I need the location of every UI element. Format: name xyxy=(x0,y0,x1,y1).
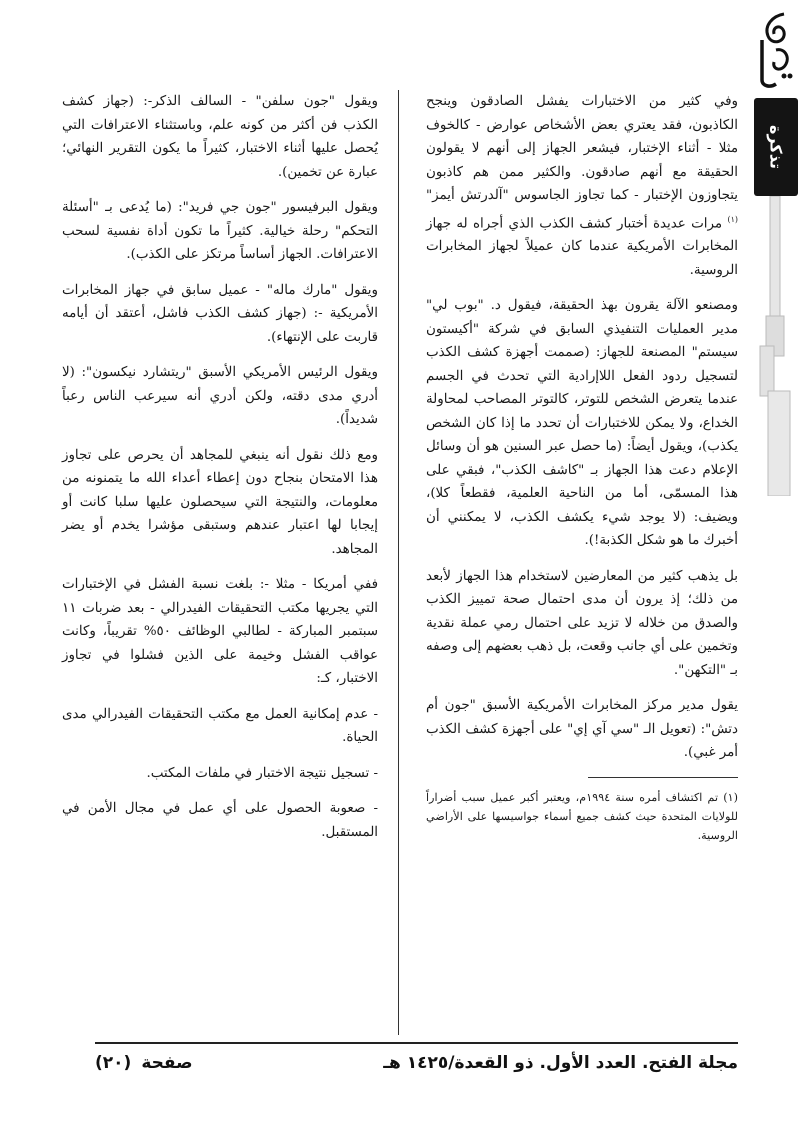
paragraph: ويقول "مارك ماله" - عميل سابق في جهاز المخابرات الأمريكية -: (جهاز كشف الكذب فاشل، أعتقد أن أيامه قاربت على الإنتهاء). xyxy=(62,282,378,345)
page-label: صفحة xyxy=(141,1053,193,1073)
paragraph: وفي كثير من الاختبارات يفشل الصادقون وينجح الكاذبون، فقد يعتري بعض الأشخاص عوارض - كالخوف مثلا - أثناء الإختبار، فيشعر الجهاز إلى أنهم لا يقولون الحقيقة مع أنهم صادقون. والكثير ممن هم كاذبون يتجاوزون الإختبار - كما تجاوز الجاسوس "آلدرتش أيمز"$^{(١)}$ مرات عديدة أختبار كشف الكذب الذي أجراه له جهاز المخابرات الأمريكية عندما كان عميلاً لجهاز المخابرات الروسية. xyxy=(426,94,738,278)
page-footer xyxy=(95,1048,738,1078)
list-item: - عدم إمكانية العمل مع مكتب التحقيقات الفيدرالي مدى الحياة. xyxy=(62,706,378,745)
right-column xyxy=(426,90,738,857)
footnote-ref: (١) xyxy=(727,214,738,224)
paragraph: ويقول الرئيس الأمريكي الأسبق "ريتشارد نيكسون": (لا أدري مدى دقته، ولكن أدري أنه سيرعب الناس رعباً شديداً). xyxy=(62,365,378,427)
side-banner xyxy=(752,0,800,1060)
column-divider xyxy=(398,90,399,1035)
paragraph: بل يذهب كثير من المعارضين لاستخدام هذا الجهاز لأبعد من ذلك؛ إذ يرون أن مدى احتمال صحة تمييز الكذب والصدق من خلاله لا تزيد على احتمال رمي عملة نقدية وتخمين على أي جانب وقعت، بل ذهب بعضهم إلى وصفه بـ "التكهن". xyxy=(426,568,738,678)
rifle-icon xyxy=(758,196,794,496)
issue-info: مجلة الفتح. العدد الأول. ذو القعدة/١٤٢٥ هـ xyxy=(383,1053,738,1073)
section-tab xyxy=(754,98,798,196)
paragraph: ومصنعو الآلة يقرون بهذ الحقيقة، فيقول د. "بوب لي" مدير العمليات التنفيذي السابق في شركة "أكيستون سيستم" المصنعة للجهاز: (صممت أجهزة كشف الكذب لتسجيل ردود الفعل اللاإرادية التي تحدث في الجسم عندما يتعرض الشخص للتوتر، كالتوتر المصاحب لمحاولة الخداع، ولا يمكن للاختبارات أن تحدد ما إذا كان الشخص يكذب)، ويقول أيضاً: (ما حصل عبر السنين هو أن وسائل الإعلام دعت هذا الجهاز بـ "كاشف الكذب"، فبقي على هذا المسمّى، أما من الناحية العلمية، فقطعاً كلا)، ويضيف: (لا يوجد شيء يكشف الكذب، لا يمكنني أن أخبرك ما هو شكل الكذبة!). xyxy=(426,298,738,549)
page-number: (٢٠) xyxy=(95,1053,132,1073)
paragraph: ويقول "جون سلفن" - السالف الذكر-: (جهاز كشف الكذب فن أكثر من كونه علم، وباستثناء الاعترافات التي يُحصل عليها أثناء الاختبار، كثيراً ما يكون التقرير النهائي؛ عبارة عن تخمين). xyxy=(62,94,378,180)
footnote-divider xyxy=(588,777,738,778)
list-item: - تسجيل نتيجة الاختبار في ملفات المكتب. xyxy=(146,765,378,781)
footnote: (١) تم اكتشاف أمره سنة ١٩٩٤م، ويعتبر أكبر عميل سبب أضراراً للولايات المتحدة حيث كشف جميع أسماء جواسيسها على الأراضي الروسية. xyxy=(426,790,738,842)
paragraph: ومع ذلك نقول أنه ينبغي للمجاهد أن يحرص على تجاوز هذا الامتحان بنجاح دون إعطاء أعداء الله ما يتمنونه من معلومات، والنتيجة التي سيحصلون عليها سلبا كانت أو إيجابا لها اعتبار عندهم وستبقى مؤشرا يخدم أو يضر المجاهد. xyxy=(62,447,378,557)
list-item: - صعوبة الحصول على أي عمل في مجال الأمن في المستقبل. xyxy=(62,801,378,840)
section-title: تذكرة xyxy=(766,125,786,169)
page-number-block xyxy=(95,1053,193,1073)
footer-rule xyxy=(95,1042,738,1044)
paragraph: يقول مدير مركز المخابرات الأمريكية الأسبق "جون أم دتش": (تعويل الـ "سي آي إي" على أجهزة كشف الكذب أمر غبي). xyxy=(426,698,738,761)
left-column xyxy=(62,90,378,856)
magazine-logo xyxy=(754,10,796,92)
paragraph: ويقول البرفيسور "جون جي فريد": (ما يُدعى بـ "أسئلة التحكم" رحلة خيالية. كثيراً ما تكون أداة نفسية لسحب الاعترافات. الجهاز أساساً مرتكز على الكذب). xyxy=(62,200,378,262)
paragraph: ففي أمريكا - مثلا -: بلغت نسبة الفشل في الإختبارات التي يجريها مكتب التحقيقات الفيدرالي - بعد ضربات ١١ سبتمبر المباركة - لطالبي الوظائف ٥٠% تقريباً، وكانت عواقب الفشل وخيمة على الذين فشلوا في تجاوز الاختبار، كـ: xyxy=(62,577,378,686)
